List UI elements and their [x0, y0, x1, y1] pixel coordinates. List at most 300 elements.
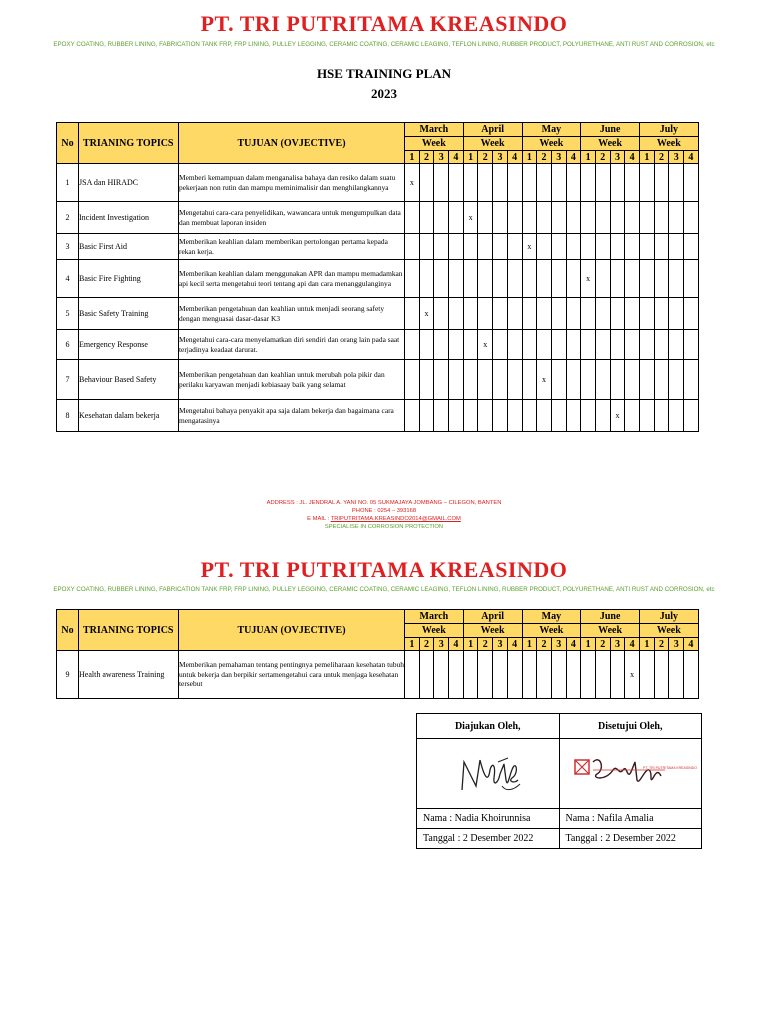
week-cell: [434, 651, 449, 699]
week-cell: [478, 651, 493, 699]
week-cell: [595, 400, 610, 432]
week-cell: [669, 400, 684, 432]
week-number: 4: [507, 151, 522, 164]
week-label: Week: [522, 137, 581, 151]
week-cell: [654, 400, 669, 432]
week-cell: [566, 202, 581, 234]
scheduled-mark: x: [537, 360, 552, 400]
week-cell: [537, 298, 552, 330]
week-cell: [669, 202, 684, 234]
training-topic: Kesehatan dalam bekerja: [79, 400, 179, 432]
week-cell: [551, 260, 566, 298]
week-cell: [434, 400, 449, 432]
week-cell: [566, 234, 581, 260]
approved-by-header: Disetujui Oleh,: [559, 714, 702, 739]
week-cell: [684, 260, 699, 298]
week-number: 2: [478, 151, 493, 164]
week-cell: [669, 260, 684, 298]
week-cell: [463, 298, 478, 330]
week-cell: [581, 330, 596, 360]
week-cell: [684, 234, 699, 260]
week-cell: [669, 330, 684, 360]
week-number: 1: [581, 151, 596, 164]
scheduled-mark: x: [463, 202, 478, 234]
week-number: 4: [684, 638, 699, 651]
training-objective: Mengetahui cara-cara penyelidikan, wawancara untuk mengumpulkan data dan membuat laporan insiden: [179, 202, 405, 234]
week-cell: [419, 260, 434, 298]
week-label: Week: [640, 624, 699, 638]
week-cell: [463, 330, 478, 360]
week-cell: [493, 164, 508, 202]
month-header: June: [581, 610, 640, 624]
week-number: 3: [551, 151, 566, 164]
week-cell: [537, 260, 552, 298]
week-cell: [507, 234, 522, 260]
week-cell: [625, 202, 640, 234]
week-cell: [522, 260, 537, 298]
week-cell: [551, 202, 566, 234]
training-topic: Basic Fire Fighting: [79, 260, 179, 298]
week-cell: [595, 298, 610, 330]
scheduled-mark: x: [478, 330, 493, 360]
week-cell: [625, 360, 640, 400]
week-cell: [566, 360, 581, 400]
week-cell: [595, 202, 610, 234]
week-cell: [684, 202, 699, 234]
week-cell: [434, 202, 449, 234]
week-cell: [463, 234, 478, 260]
month-header: June: [581, 123, 640, 137]
table-row: [57, 330, 699, 360]
week-cell: [522, 400, 537, 432]
header-topics: TRIANING TOPICS: [79, 610, 179, 651]
week-cell: [463, 400, 478, 432]
week-cell: [493, 400, 508, 432]
week-cell: [610, 234, 625, 260]
week-cell: [654, 330, 669, 360]
week-cell: [493, 202, 508, 234]
table-row: [57, 234, 699, 260]
week-cell: [522, 360, 537, 400]
row-number: 8: [57, 400, 79, 432]
scheduled-mark: x: [625, 651, 640, 699]
week-number: 4: [684, 151, 699, 164]
week-cell: [405, 202, 420, 234]
week-number: 4: [507, 638, 522, 651]
week-cell: [640, 651, 655, 699]
week-number: 2: [537, 638, 552, 651]
training-objective: Memberikan keahlian dalam memberikan pertolongan pertama kepada rekan kerja.: [179, 234, 405, 260]
approved-date: Tanggal : 2 Desember 2022: [559, 829, 702, 849]
week-cell: [684, 298, 699, 330]
week-cell: [669, 234, 684, 260]
week-cell: [405, 651, 420, 699]
week-cell: [581, 202, 596, 234]
week-label: Week: [405, 624, 464, 638]
week-cell: [434, 164, 449, 202]
training-topic: Incident Investigation: [79, 202, 179, 234]
week-cell: [405, 260, 420, 298]
week-cell: [566, 400, 581, 432]
week-cell: [405, 234, 420, 260]
week-label: Week: [522, 624, 581, 638]
week-cell: [595, 651, 610, 699]
training-topic: Behaviour Based Safety: [79, 360, 179, 400]
week-cell: [684, 360, 699, 400]
signature-nafila-with-stamp: [561, 740, 701, 804]
week-cell: [566, 260, 581, 298]
month-header: March: [405, 610, 464, 624]
week-number: 2: [595, 151, 610, 164]
row-number: 1: [57, 164, 79, 202]
week-cell: [581, 651, 596, 699]
company-name: PT. TRI PUTRITAMA KREASINDO: [200, 11, 568, 36]
week-cell: [434, 298, 449, 330]
week-cell: [654, 298, 669, 330]
week-cell: [478, 164, 493, 202]
week-cell: [463, 164, 478, 202]
week-cell: [669, 651, 684, 699]
week-number: 3: [434, 151, 449, 164]
week-cell: [640, 164, 655, 202]
signature-nadia: [418, 740, 558, 804]
week-cell: [581, 400, 596, 432]
week-cell: [419, 164, 434, 202]
week-cell: [581, 164, 596, 202]
scheduled-mark: x: [419, 298, 434, 330]
week-cell: [595, 164, 610, 202]
week-cell: [419, 360, 434, 400]
week-number: 2: [419, 151, 434, 164]
row-number: 9: [57, 651, 79, 699]
week-number: 2: [654, 638, 669, 651]
header-objective: TUJUAN (OVJECTIVE): [179, 610, 405, 651]
week-cell: [449, 234, 464, 260]
header-no: No: [57, 123, 79, 164]
training-topic: Basic Safety Training: [79, 298, 179, 330]
week-cell: [669, 298, 684, 330]
training-objective: Memberikan pemahaman tentang pentingnya pemeliharaan kesehatan tubuh untuk bekerja dan berpikir sertamengetahui cara untuk menjaga kesehatan tersebut: [179, 651, 405, 699]
week-cell: [640, 330, 655, 360]
week-cell: [522, 651, 537, 699]
week-cell: [654, 260, 669, 298]
scheduled-mark: x: [581, 260, 596, 298]
submitted-by-header: Diajukan Oleh,: [417, 714, 560, 739]
week-number: 3: [610, 638, 625, 651]
week-number: 4: [449, 151, 464, 164]
week-cell: [551, 234, 566, 260]
week-cell: [610, 260, 625, 298]
week-number: 3: [551, 638, 566, 651]
month-header: July: [640, 610, 699, 624]
week-cell: [419, 234, 434, 260]
week-number: 1: [463, 638, 478, 651]
week-cell: [610, 330, 625, 360]
month-header: April: [463, 123, 522, 137]
training-topic: JSA dan HIRADC: [79, 164, 179, 202]
week-number: 1: [522, 638, 537, 651]
week-cell: [551, 651, 566, 699]
week-cell: [595, 330, 610, 360]
week-number: 4: [625, 151, 640, 164]
week-cell: [537, 330, 552, 360]
footer-email: [0, 515, 768, 523]
week-cell: [449, 360, 464, 400]
table-row: [57, 360, 699, 400]
week-cell: [522, 330, 537, 360]
table-row: [57, 260, 699, 298]
week-cell: [449, 260, 464, 298]
week-cell: [478, 202, 493, 234]
week-number: 3: [610, 151, 625, 164]
week-cell: [434, 234, 449, 260]
week-number: 4: [625, 638, 640, 651]
week-cell: [669, 360, 684, 400]
week-cell: [625, 298, 640, 330]
table-row: [57, 298, 699, 330]
training-objective: Mengetahui bahaya penyakit apa saja dalam bekerja dan bagaimana cara mengatasinya: [179, 400, 405, 432]
week-number: 3: [669, 638, 684, 651]
week-cell: [610, 298, 625, 330]
company-services: EPOXY COATING, RUBBER LINING, FABRICATION TANK FRP, FRP LINING, PULLEY LEGGING, CERAMIC COATING, CERAMIC LEAGING, TEFLON LINING, RUBBER PRODUCT, POLYURETHANE, ANTI RUST AND CORROSION, etc: [53, 41, 715, 48]
week-number: 2: [595, 638, 610, 651]
week-cell: [493, 651, 508, 699]
scheduled-mark: x: [522, 234, 537, 260]
week-number: 2: [419, 638, 434, 651]
week-number: 2: [537, 151, 552, 164]
header-no: No: [57, 610, 79, 651]
week-cell: [654, 360, 669, 400]
week-cell: [581, 298, 596, 330]
week-cell: [507, 360, 522, 400]
week-cell: [507, 298, 522, 330]
week-cell: [551, 330, 566, 360]
week-cell: [625, 234, 640, 260]
week-cell: [449, 400, 464, 432]
week-label: Week: [581, 137, 640, 151]
week-cell: [478, 260, 493, 298]
week-cell: [625, 400, 640, 432]
week-cell: [419, 651, 434, 699]
week-cell: [449, 202, 464, 234]
week-cell: [419, 400, 434, 432]
training-objective: Mengetahui cara-cara menyelamatkan diri sendiri dan orang lain pada saat terjadinya keadaat darurat.: [179, 330, 405, 360]
training-objective: Memberikan pengetahuan dan keahlian untuk menjadi seorang safety dengan menguasai dasar-dasar K3: [179, 298, 405, 330]
week-cell: [449, 651, 464, 699]
week-cell: [507, 400, 522, 432]
week-cell: [405, 330, 420, 360]
week-cell: [478, 360, 493, 400]
week-label: Week: [463, 137, 522, 151]
week-cell: [566, 330, 581, 360]
week-cell: [595, 260, 610, 298]
training-topic: Health awareness Training: [79, 651, 179, 699]
week-number: 2: [654, 151, 669, 164]
week-number: 1: [463, 151, 478, 164]
week-cell: [625, 330, 640, 360]
week-cell: [595, 360, 610, 400]
week-cell: [405, 400, 420, 432]
week-cell: [625, 260, 640, 298]
week-cell: [434, 260, 449, 298]
week-cell: [478, 298, 493, 330]
week-cell: [522, 202, 537, 234]
week-cell: [640, 260, 655, 298]
week-cell: [478, 400, 493, 432]
company-services-page2: EPOXY COATING, RUBBER LINING, FABRICATION TANK FRP, FRP LINING, PULLEY LEGGING, CERAMIC COATING, CERAMIC LEAGING, TEFLON LINING, RUBBER PRODUCT, POLYURETHANE, ANTI RUST AND CORROSION, etc: [53, 586, 715, 593]
week-cell: [434, 360, 449, 400]
week-label: Week: [463, 624, 522, 638]
company-footer: [0, 499, 768, 531]
week-cell: [566, 651, 581, 699]
week-number: 1: [522, 151, 537, 164]
week-cell: [507, 202, 522, 234]
month-header: May: [522, 610, 581, 624]
week-cell: [640, 202, 655, 234]
week-cell: [463, 260, 478, 298]
week-cell: [522, 164, 537, 202]
week-cell: [493, 260, 508, 298]
week-number: 1: [405, 638, 420, 651]
week-cell: [581, 360, 596, 400]
week-label: Week: [405, 137, 464, 151]
month-header: July: [640, 123, 699, 137]
training-topic: Emergency Response: [79, 330, 179, 360]
week-cell: [493, 234, 508, 260]
scheduled-mark: x: [610, 400, 625, 432]
week-number: 3: [434, 638, 449, 651]
week-cell: [654, 164, 669, 202]
training-plan-table-page2: [56, 609, 699, 699]
submitted-name: Nama : Nadia Khoirunnisa: [417, 809, 560, 829]
company-name-page2: PT. TRI PUTRITAMA KREASINDO: [200, 557, 568, 582]
week-cell: [684, 400, 699, 432]
month-header: March: [405, 123, 464, 137]
submitted-signature-cell: [417, 739, 560, 809]
week-cell: [654, 234, 669, 260]
week-cell: [595, 234, 610, 260]
week-label: Week: [581, 624, 640, 638]
week-cell: [405, 298, 420, 330]
header-objective: TUJUAN (OVJECTIVE): [179, 123, 405, 164]
training-objective: Memberikan keahlian dalam menggunakan APR dan mampu memadamkan api kecil serta mengetahui teori tentang api dan cara menanggulanginya: [179, 260, 405, 298]
row-number: 4: [57, 260, 79, 298]
table-row: [57, 202, 699, 234]
week-cell: [537, 651, 552, 699]
week-cell: [507, 260, 522, 298]
week-cell: [654, 202, 669, 234]
week-cell: [654, 651, 669, 699]
week-cell: [684, 164, 699, 202]
week-label: Week: [640, 137, 699, 151]
week-cell: [551, 298, 566, 330]
week-cell: [566, 164, 581, 202]
week-cell: [551, 400, 566, 432]
week-cell: [537, 164, 552, 202]
week-cell: [449, 164, 464, 202]
week-cell: [463, 651, 478, 699]
week-cell: [551, 164, 566, 202]
week-cell: [507, 164, 522, 202]
week-cell: [684, 330, 699, 360]
week-cell: [610, 651, 625, 699]
week-cell: [405, 360, 420, 400]
stamp-text: PT. TRI PUTRITAMA KREASINDO: [642, 766, 697, 770]
week-cell: [566, 298, 581, 330]
footer-email-link[interactable]: TRIPUTRITAMA.KREASINDO2014@GMAIL.COM: [330, 516, 461, 522]
week-number: 1: [405, 151, 420, 164]
week-cell: [640, 298, 655, 330]
week-cell: [625, 164, 640, 202]
week-cell: [610, 360, 625, 400]
week-number: 1: [640, 151, 655, 164]
week-cell: [610, 202, 625, 234]
week-cell: [537, 400, 552, 432]
week-number: 1: [640, 638, 655, 651]
row-number: 2: [57, 202, 79, 234]
training-objective: Memberikan pengetahuan dan keahlian untuk merubah pola pikir dan perilaku karyawan menjadi kebiasaay baik yang selamat: [179, 360, 405, 400]
week-cell: [610, 164, 625, 202]
week-cell: [434, 330, 449, 360]
row-number: 3: [57, 234, 79, 260]
week-cell: [581, 234, 596, 260]
training-objective: Memberi kemampuan dalam menganalisa bahaya dan resiko dalam suatu pekerjaan non rutin dan mampu meminimalisir dan menghilangkannya: [179, 164, 405, 202]
month-header: May: [522, 123, 581, 137]
row-number: 5: [57, 298, 79, 330]
week-cell: [419, 202, 434, 234]
week-cell: [551, 360, 566, 400]
week-cell: [640, 400, 655, 432]
week-number: 4: [566, 151, 581, 164]
scheduled-mark: x: [405, 164, 420, 202]
week-number: 3: [669, 151, 684, 164]
week-cell: [522, 298, 537, 330]
document-year: 2023: [371, 86, 397, 101]
footer-specialise: SPECIALISE IN CORROSION PROTECTION: [324, 524, 444, 530]
table-row: [57, 400, 699, 432]
week-cell: [684, 651, 699, 699]
week-cell: [449, 330, 464, 360]
week-cell: [507, 651, 522, 699]
row-number: 7: [57, 360, 79, 400]
week-number: 4: [566, 638, 581, 651]
footer-email-label: E MAIL :: [307, 516, 331, 522]
week-number: 3: [493, 638, 508, 651]
week-cell: [507, 330, 522, 360]
week-cell: [640, 234, 655, 260]
submitted-date: Tanggal : 2 Desember 2022: [417, 829, 560, 849]
footer-phone: PHONE : 0254 – 393168: [351, 508, 417, 514]
week-cell: [493, 330, 508, 360]
row-number: 6: [57, 330, 79, 360]
week-cell: [419, 330, 434, 360]
week-cell: [640, 360, 655, 400]
approval-table: [416, 713, 702, 849]
week-number: 2: [478, 638, 493, 651]
approved-signature-cell: [559, 739, 702, 809]
training-plan-table: [56, 122, 699, 432]
approved-name: Nama : Nafila Amalia: [559, 809, 702, 829]
week-cell: [537, 202, 552, 234]
week-number: 4: [449, 638, 464, 651]
week-cell: [493, 360, 508, 400]
week-number: 1: [581, 638, 596, 651]
training-topic: Basic First Aid: [79, 234, 179, 260]
week-cell: [669, 164, 684, 202]
table-row: [57, 651, 699, 699]
week-cell: [449, 298, 464, 330]
table-row: [57, 164, 699, 202]
